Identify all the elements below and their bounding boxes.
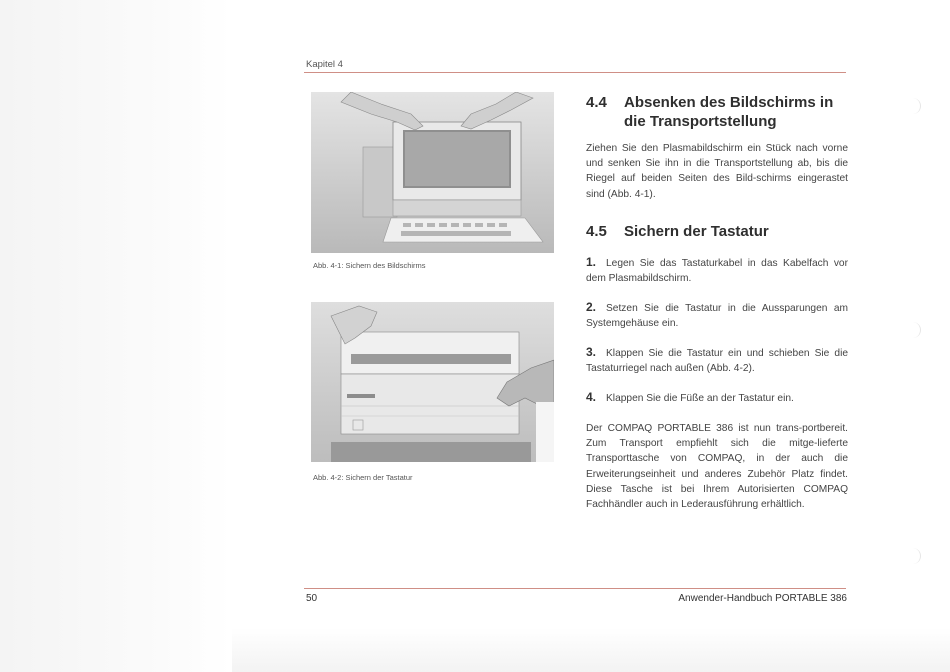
punch-hole-mark: [912, 548, 921, 564]
step-text: Legen Sie das Tastaturkabel in das Kabelfach vor dem Plasmabildschirm.: [586, 258, 848, 285]
figure-4-2-photo: [311, 302, 554, 462]
step-number: 4.: [586, 390, 597, 404]
section-4-4-body: Ziehen Sie den Plasmabildschirm ein Stück nach vorne und senken Sie ihn in die Transportstellung ab, bis die Riegel auf beiden Seiten des Bild-schirms eingerastet sind (Abb. 4-1).: [586, 143, 848, 200]
step-number: 3.: [586, 345, 597, 359]
step-item: [586, 255, 848, 286]
header-rule: [304, 72, 846, 73]
step-number: 1.: [586, 255, 597, 269]
running-header: Kapitel 4: [306, 59, 343, 70]
footer-rule: [304, 588, 846, 589]
figure-caption: Abb. 4-2: Sichern der Tastatur: [313, 473, 413, 482]
punch-hole-mark: [912, 322, 921, 338]
figure-4-1-photo: [311, 92, 554, 253]
step-item: [586, 390, 848, 406]
step-number: 2.: [586, 300, 597, 314]
step-text: Setzen Sie die Tastatur in die Aussparungen am Systemgehäuse ein.: [586, 303, 848, 330]
punch-hole-mark: [912, 98, 921, 114]
page-number: 50: [306, 593, 318, 604]
step-item: [586, 345, 848, 376]
step-text: Klappen Sie die Tastatur ein und schieben Sie die Tastaturriegel nach außen (Abb. 4-2).: [586, 348, 848, 375]
section-title: Sichern der Tastatur: [624, 223, 769, 240]
figure-caption: Abb. 4-1: Sichern des Bildschirms: [313, 261, 426, 270]
scan-bottom-edge: [232, 628, 950, 672]
section-heading-4-5: [586, 222, 856, 242]
step-item: [586, 300, 848, 331]
photo-lowering-screen: [311, 92, 554, 253]
section-heading-4-4: [586, 93, 856, 133]
section-4-5-closing: Der COMPAQ PORTABLE 386 ist nun trans-portbereit. Zum Transport empfiehlt sich die mitge-lieferte Transporttasche von COMPAQ, in der auch die Erweiterungseinheit und anderes Zubehör Platz findet. Diese Tasche ist bei Ihrem Autorisierten COMPAQ Fachhändler auch in Lederausführung erhältlich.: [586, 423, 848, 511]
photo-securing-keyboard: [311, 302, 554, 462]
section-number: 4.5: [586, 223, 607, 240]
scan-margin: [0, 0, 232, 672]
step-text: Klappen Sie die Füße an der Tastatur ein.: [606, 393, 794, 404]
book-title: Anwender-Handbuch PORTABLE 386: [678, 593, 847, 604]
section-title: Absenken des Bildschirms in die Transportstellung: [624, 94, 834, 130]
section-number: 4.4: [586, 94, 607, 111]
